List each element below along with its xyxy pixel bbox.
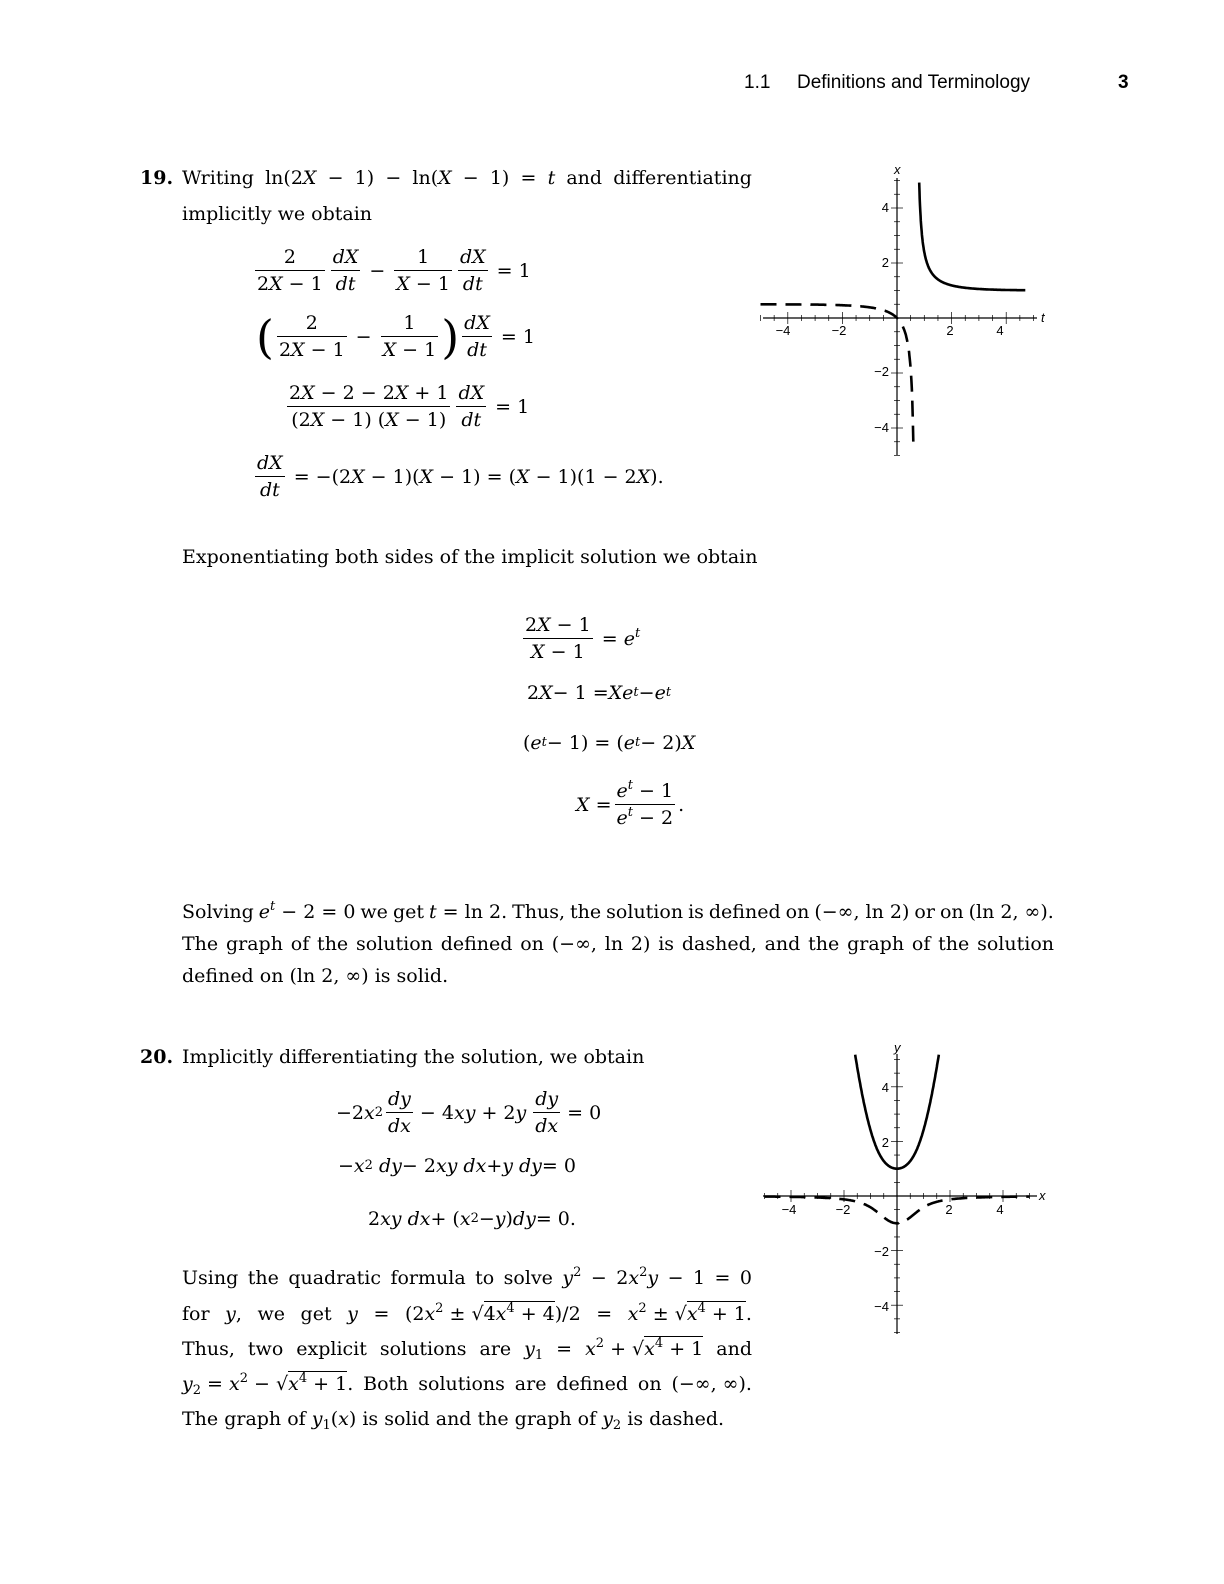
xtick-label: 4 bbox=[996, 323, 1004, 338]
ytick-label: −2 bbox=[874, 364, 889, 379]
x-axis-label: t bbox=[1041, 310, 1045, 325]
problem-20-intro: Implicitly differentiating the solution, we obtain bbox=[182, 1046, 645, 1068]
quadratic-line1: Using the quadratic formula to solve $y^2$ − $2x^2y$ − 1 = 0 bbox=[182, 1265, 752, 1289]
problem-19-number: 19. bbox=[140, 167, 174, 189]
problem-19-line2: implicitly we obtain bbox=[182, 203, 373, 225]
y-axis-label: x bbox=[894, 162, 901, 177]
solid-solution-curve bbox=[919, 183, 1025, 291]
tick-labels-19 bbox=[776, 162, 1046, 435]
xtick-label: 4 bbox=[996, 1202, 1004, 1217]
equation-19-8: X = $\frac{e^t - 1}{e^t - 2}$ . bbox=[576, 778, 685, 829]
exponentiating-text: Exponentiating both sides of the implicit solution we obtain bbox=[182, 546, 758, 568]
solving-line2: The graph of the solution defined on (−∞, ln 2) is dashed, and the graph of the solution bbox=[182, 933, 1054, 955]
solving-line1: Solving $e^t - 2 = 0$ we get t = ln 2. Thus, the solution is defined on (−∞, ln 2) or on (ln 2, ∞). bbox=[182, 899, 1054, 923]
xtick-label: −2 bbox=[835, 1202, 851, 1217]
ytick-label: 2 bbox=[881, 255, 889, 270]
section-title: Definitions and Terminology bbox=[796, 72, 1031, 93]
equation-19-7: ( e t − 1) = ( e t − 2) X bbox=[523, 732, 696, 754]
equation-19-1: $\frac{2}{2X - 1}$ $\frac{dX}{dt}$ − $\frac{1}{X - 1}$ $\frac{dX}{dt}$ = 1 bbox=[257, 246, 531, 295]
section-number: 1.1 bbox=[744, 72, 771, 93]
equation-20-2: − x 2 dy − 2 xy dx + y dy = 0 bbox=[338, 1155, 576, 1177]
equation-20-1: −2 x 2 $\frac{dy}{dx}$ − 4xy + 2y $\frac{dy}{dx}$ = 0 bbox=[336, 1088, 602, 1137]
tick-labels-20 bbox=[782, 1040, 1046, 1314]
ytick-label: −4 bbox=[874, 420, 889, 435]
axes-19 bbox=[763, 178, 1037, 455]
page-number: 3 bbox=[1118, 72, 1129, 93]
xtick-label: −4 bbox=[775, 323, 791, 338]
problem-19-line1: Writing ln(2X − 1) − ln(X − 1) = t and differentiating bbox=[182, 167, 752, 189]
equation-19-3: $\frac{2X - 2 - 2X + 1}{(2X - 1) (X - 1)}$ $\frac{dX}{dt}$ = 1 bbox=[289, 382, 530, 431]
ytick-label: 4 bbox=[881, 1080, 889, 1095]
quadratic-line2: for y, we get y = $(2x^2 \pm √4x^4 + 4)/2$ = $x^2 \pm √x^4 + 1$. bbox=[182, 1301, 752, 1325]
xtick-label: −2 bbox=[831, 323, 847, 338]
problem-20-number: 20. bbox=[140, 1046, 174, 1068]
xtick-label: 2 bbox=[946, 323, 954, 338]
equation-20-3: 2 xy dx + ( x 2 − y ) dy = 0. bbox=[368, 1208, 576, 1230]
quadratic-line3: Thus, two explicit solutions are $y_1$ = $x^2 + √x^4 + 1$ and bbox=[182, 1336, 752, 1363]
ytick-label: −4 bbox=[874, 1299, 889, 1314]
x-axis-label: x bbox=[1039, 1188, 1046, 1203]
graph-20 bbox=[755, 1040, 1055, 1340]
y-axis-label: y bbox=[894, 1040, 901, 1055]
solving-line3: defined on (ln 2, ∞) is solid. bbox=[182, 965, 449, 987]
ytick-label: 2 bbox=[881, 1135, 889, 1150]
xtick-label: −4 bbox=[781, 1202, 797, 1217]
equation-19-5: $\frac{2X - 1}{X - 1}$ = $e^t$ bbox=[525, 614, 641, 663]
equation-19-2: ( $\frac{2}{2X - 1}$ − $\frac{1}{X - 1}$ ) $\frac{dX}{dt}$ = 1 bbox=[256, 309, 535, 364]
graph-19 bbox=[755, 160, 1055, 460]
quadratic-line4: $y_2 = x^2 - √x^4 + 1$. Both solutions are defined on (−∞, ∞). bbox=[182, 1371, 752, 1398]
xtick-label: 2 bbox=[945, 1202, 953, 1217]
ytick-label: 4 bbox=[881, 200, 889, 215]
quadratic-line5: The graph of $y_1(x)$ is solid and the graph of $y_2$ is dashed. bbox=[182, 1408, 725, 1433]
equation-19-4: $\frac{dX}{dt}$ = −(2X − 1)(X − 1) = (X − 1)(1 − 2X). bbox=[257, 452, 664, 501]
running-header bbox=[744, 72, 1030, 94]
ytick-label: −2 bbox=[874, 1244, 889, 1259]
equation-19-6: 2 X − 1 = Xe t − e t bbox=[527, 682, 672, 704]
